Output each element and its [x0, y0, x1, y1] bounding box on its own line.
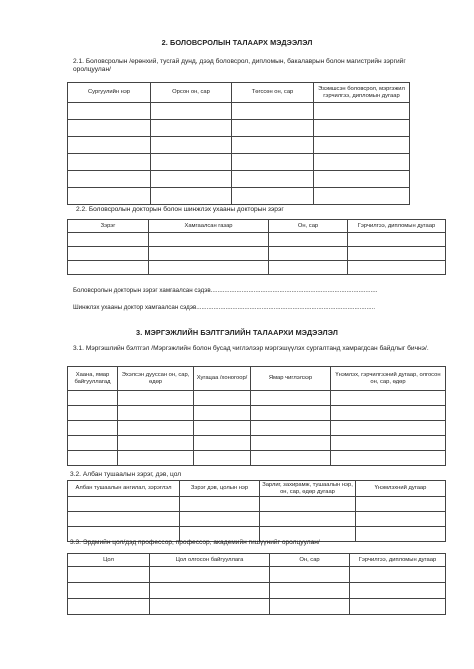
table-cell[interactable]	[350, 567, 446, 583]
table-cell[interactable]	[150, 567, 270, 583]
table-cell[interactable]	[151, 188, 232, 205]
header-duration: Хугацаа /хоногоор/	[194, 367, 251, 391]
rank-table	[67, 480, 446, 542]
academic-title-table	[67, 553, 446, 615]
table-cell[interactable]	[350, 583, 446, 599]
table-row	[68, 120, 410, 137]
table-cell[interactable]	[251, 421, 331, 436]
table-cell[interactable]	[180, 512, 260, 527]
table-cell[interactable]	[270, 599, 350, 615]
table-row	[68, 421, 446, 436]
table-row	[68, 171, 410, 188]
header-title: Цол	[68, 554, 150, 567]
table-cell[interactable]	[68, 233, 149, 247]
training-table	[67, 366, 446, 466]
table-cell[interactable]	[68, 583, 150, 599]
table-cell[interactable]	[151, 154, 232, 171]
table-cell[interactable]	[149, 247, 269, 261]
table-cell[interactable]	[118, 451, 194, 466]
table-row	[68, 567, 446, 583]
table-cell[interactable]	[269, 247, 348, 261]
section3-1-heading: 3.1. Мэргэшлийн бэлтгэл /Мэргэжлийн болон бусад чиглэлээр мэргэшүүлэх сургалтанд хамрагдсан байдлыг бичнэ/.	[73, 345, 429, 352]
table-row	[68, 137, 410, 154]
table-cell[interactable]	[68, 512, 180, 527]
table-cell[interactable]	[194, 391, 251, 406]
header-start-end-date: Эхэлсэн дуусcан он, сар, өдөр	[118, 367, 194, 391]
table-cell[interactable]	[232, 103, 314, 120]
header-degree: Зэрэг	[68, 220, 149, 233]
header-diploma-number: Гэрчилгээ, дипломын дугаар	[350, 554, 446, 567]
table-cell[interactable]	[232, 120, 314, 137]
table-cell[interactable]	[232, 154, 314, 171]
table-cell[interactable]	[331, 451, 446, 466]
table-cell[interactable]	[251, 436, 331, 451]
section2-2-heading: 2.2. Боловсролын докторын болон шинжлэх ухааны докторын зэрэг	[76, 206, 284, 213]
table-cell[interactable]	[68, 188, 151, 205]
table-cell[interactable]	[260, 512, 356, 527]
table-row	[68, 451, 446, 466]
table-cell[interactable]	[331, 421, 446, 436]
table-row	[68, 154, 410, 171]
header-defended-place: Хамгаалсан газар	[149, 220, 269, 233]
table-cell[interactable]	[68, 391, 118, 406]
table-cell[interactable]	[331, 406, 446, 421]
table-row	[68, 599, 446, 615]
table-cell[interactable]	[68, 261, 149, 275]
header-awarding-organization: Цол олгосон байгууллага	[150, 554, 270, 567]
table-cell[interactable]	[314, 171, 410, 188]
table-cell[interactable]	[180, 497, 260, 512]
table-cell[interactable]	[314, 103, 410, 120]
table-cell[interactable]	[269, 233, 348, 247]
table-cell[interactable]	[194, 451, 251, 466]
table-row	[68, 497, 446, 512]
table-cell[interactable]	[270, 567, 350, 583]
table-cell[interactable]	[151, 103, 232, 120]
table-cell[interactable]	[151, 137, 232, 154]
header-graduation-date: Төгссөн он, сар	[232, 83, 314, 103]
table-cell[interactable]	[314, 137, 410, 154]
table-cell[interactable]	[118, 436, 194, 451]
table-row	[68, 103, 410, 120]
header-position-category: Албан тушаалын ангилал, зэрэглэл	[68, 481, 180, 497]
table-cell[interactable]	[348, 261, 446, 275]
table-cell[interactable]	[194, 436, 251, 451]
header-certificate-number: Гэрчилгээ, дипломын дугаар	[348, 220, 446, 233]
header-direction: Ямар чиглэлээр	[251, 367, 331, 391]
table-cell[interactable]	[68, 406, 118, 421]
table-cell[interactable]	[68, 247, 149, 261]
table-cell[interactable]	[348, 247, 446, 261]
table-cell[interactable]	[350, 599, 446, 615]
science-doctor-topic-line[interactable]: Шинжлэх ухааны доктор хамгаалсан сэдэв........................................................................................................	[73, 304, 376, 311]
table-cell[interactable]	[269, 261, 348, 275]
table-cell[interactable]	[194, 421, 251, 436]
table-cell[interactable]	[68, 567, 150, 583]
table-row	[68, 391, 446, 406]
section3-3-heading: 3.3. Эрдмийн цол/дэд профессор, профессор, академийн гишүүнийг оролцуулан/	[70, 539, 320, 546]
table-cell[interactable]	[314, 188, 410, 205]
table-cell[interactable]	[251, 451, 331, 466]
table-cell[interactable]	[68, 120, 151, 137]
table-row	[68, 247, 446, 261]
table-cell[interactable]	[151, 120, 232, 137]
table-cell[interactable]	[149, 261, 269, 275]
table-cell[interactable]	[68, 599, 150, 615]
header-rank-name: Зэрэг дэв, цолын нэр	[180, 481, 260, 497]
table-cell[interactable]	[331, 391, 446, 406]
table-cell[interactable]	[118, 421, 194, 436]
education-table	[67, 82, 410, 205]
table-cell[interactable]	[68, 436, 118, 451]
table-cell[interactable]	[118, 406, 194, 421]
header-year-month: Он, сар	[269, 220, 348, 233]
header-decree: Зарлиг, захирамж, тушаалын нэр, он, сар, өдөр дугаар	[260, 481, 356, 497]
table-cell[interactable]	[348, 233, 446, 247]
table-cell[interactable]	[194, 406, 251, 421]
table-row	[68, 436, 446, 451]
table-cell[interactable]	[118, 391, 194, 406]
header-year-month: Он, сар	[270, 554, 350, 567]
section2-1-heading: 2.1. Боловсролын /ерөнхий, тусгай дунд, дээд боловсрол, дипломын, бакалаврын болон магистрийн зэргийг оролцуулан/	[73, 58, 406, 73]
table-cell[interactable]	[68, 103, 151, 120]
section2-title: 2. БОЛОВСРОЛЫН ТАЛААРХ МЭДЭЭЛЭЛ	[161, 38, 313, 47]
table-cell[interactable]	[251, 391, 331, 406]
doctorate-table	[67, 219, 446, 275]
table-cell[interactable]	[68, 421, 118, 436]
section3-title: 3. МЭРГЭЖЛИЙН БЭЛТГЭЛИЙН ТАЛААРХИ МЭДЭЭЛЭЛ	[136, 328, 338, 337]
table-cell[interactable]	[314, 154, 410, 171]
table-cell[interactable]	[68, 154, 151, 171]
table-cell[interactable]	[151, 171, 232, 188]
table-cell[interactable]	[260, 497, 356, 512]
table-row	[68, 261, 446, 275]
table-row	[68, 188, 410, 205]
table-cell[interactable]	[150, 599, 270, 615]
table-cell[interactable]	[314, 120, 410, 137]
table-cell[interactable]	[150, 583, 270, 599]
header-school-name: Сургуулийн нэр	[68, 83, 151, 103]
header-id-number: Үнэмлэхний дугаар	[356, 481, 446, 497]
table-cell[interactable]	[232, 188, 314, 205]
table-cell[interactable]	[149, 233, 269, 247]
header-diploma: Эзэмшсэн боловсрол, мэргэжил гэрчилгээ, дипломын дугаар	[314, 83, 410, 103]
table-cell[interactable]	[68, 451, 118, 466]
section3-2-heading: 3.2. Албан тушаалын зэрэг, дэв, цол	[70, 471, 182, 478]
table-cell[interactable]	[232, 171, 314, 188]
table-cell[interactable]	[68, 497, 180, 512]
table-cell[interactable]	[356, 512, 446, 527]
table-cell[interactable]	[251, 406, 331, 421]
table-row	[68, 406, 446, 421]
header-certificate-info: Үнэмлэх, гэрчилгээний дугаар, олгосон он, сар, өдөр	[331, 367, 446, 391]
table-cell[interactable]	[356, 497, 446, 512]
table-cell[interactable]	[232, 137, 314, 154]
table-cell[interactable]	[68, 137, 151, 154]
header-organization: Хаана, ямар байгууллагад	[68, 367, 118, 391]
table-row	[68, 233, 446, 247]
table-cell[interactable]	[270, 583, 350, 599]
table-cell[interactable]	[68, 171, 151, 188]
table-row	[68, 583, 446, 599]
header-entry-date: Орсон он, сар	[151, 83, 232, 103]
doctor-topic-line[interactable]: Боловсролын докторын зэрэг хамгаалсан сэдэв.................................................................................................	[73, 287, 378, 294]
table-row	[68, 512, 446, 527]
table-cell[interactable]	[331, 436, 446, 451]
